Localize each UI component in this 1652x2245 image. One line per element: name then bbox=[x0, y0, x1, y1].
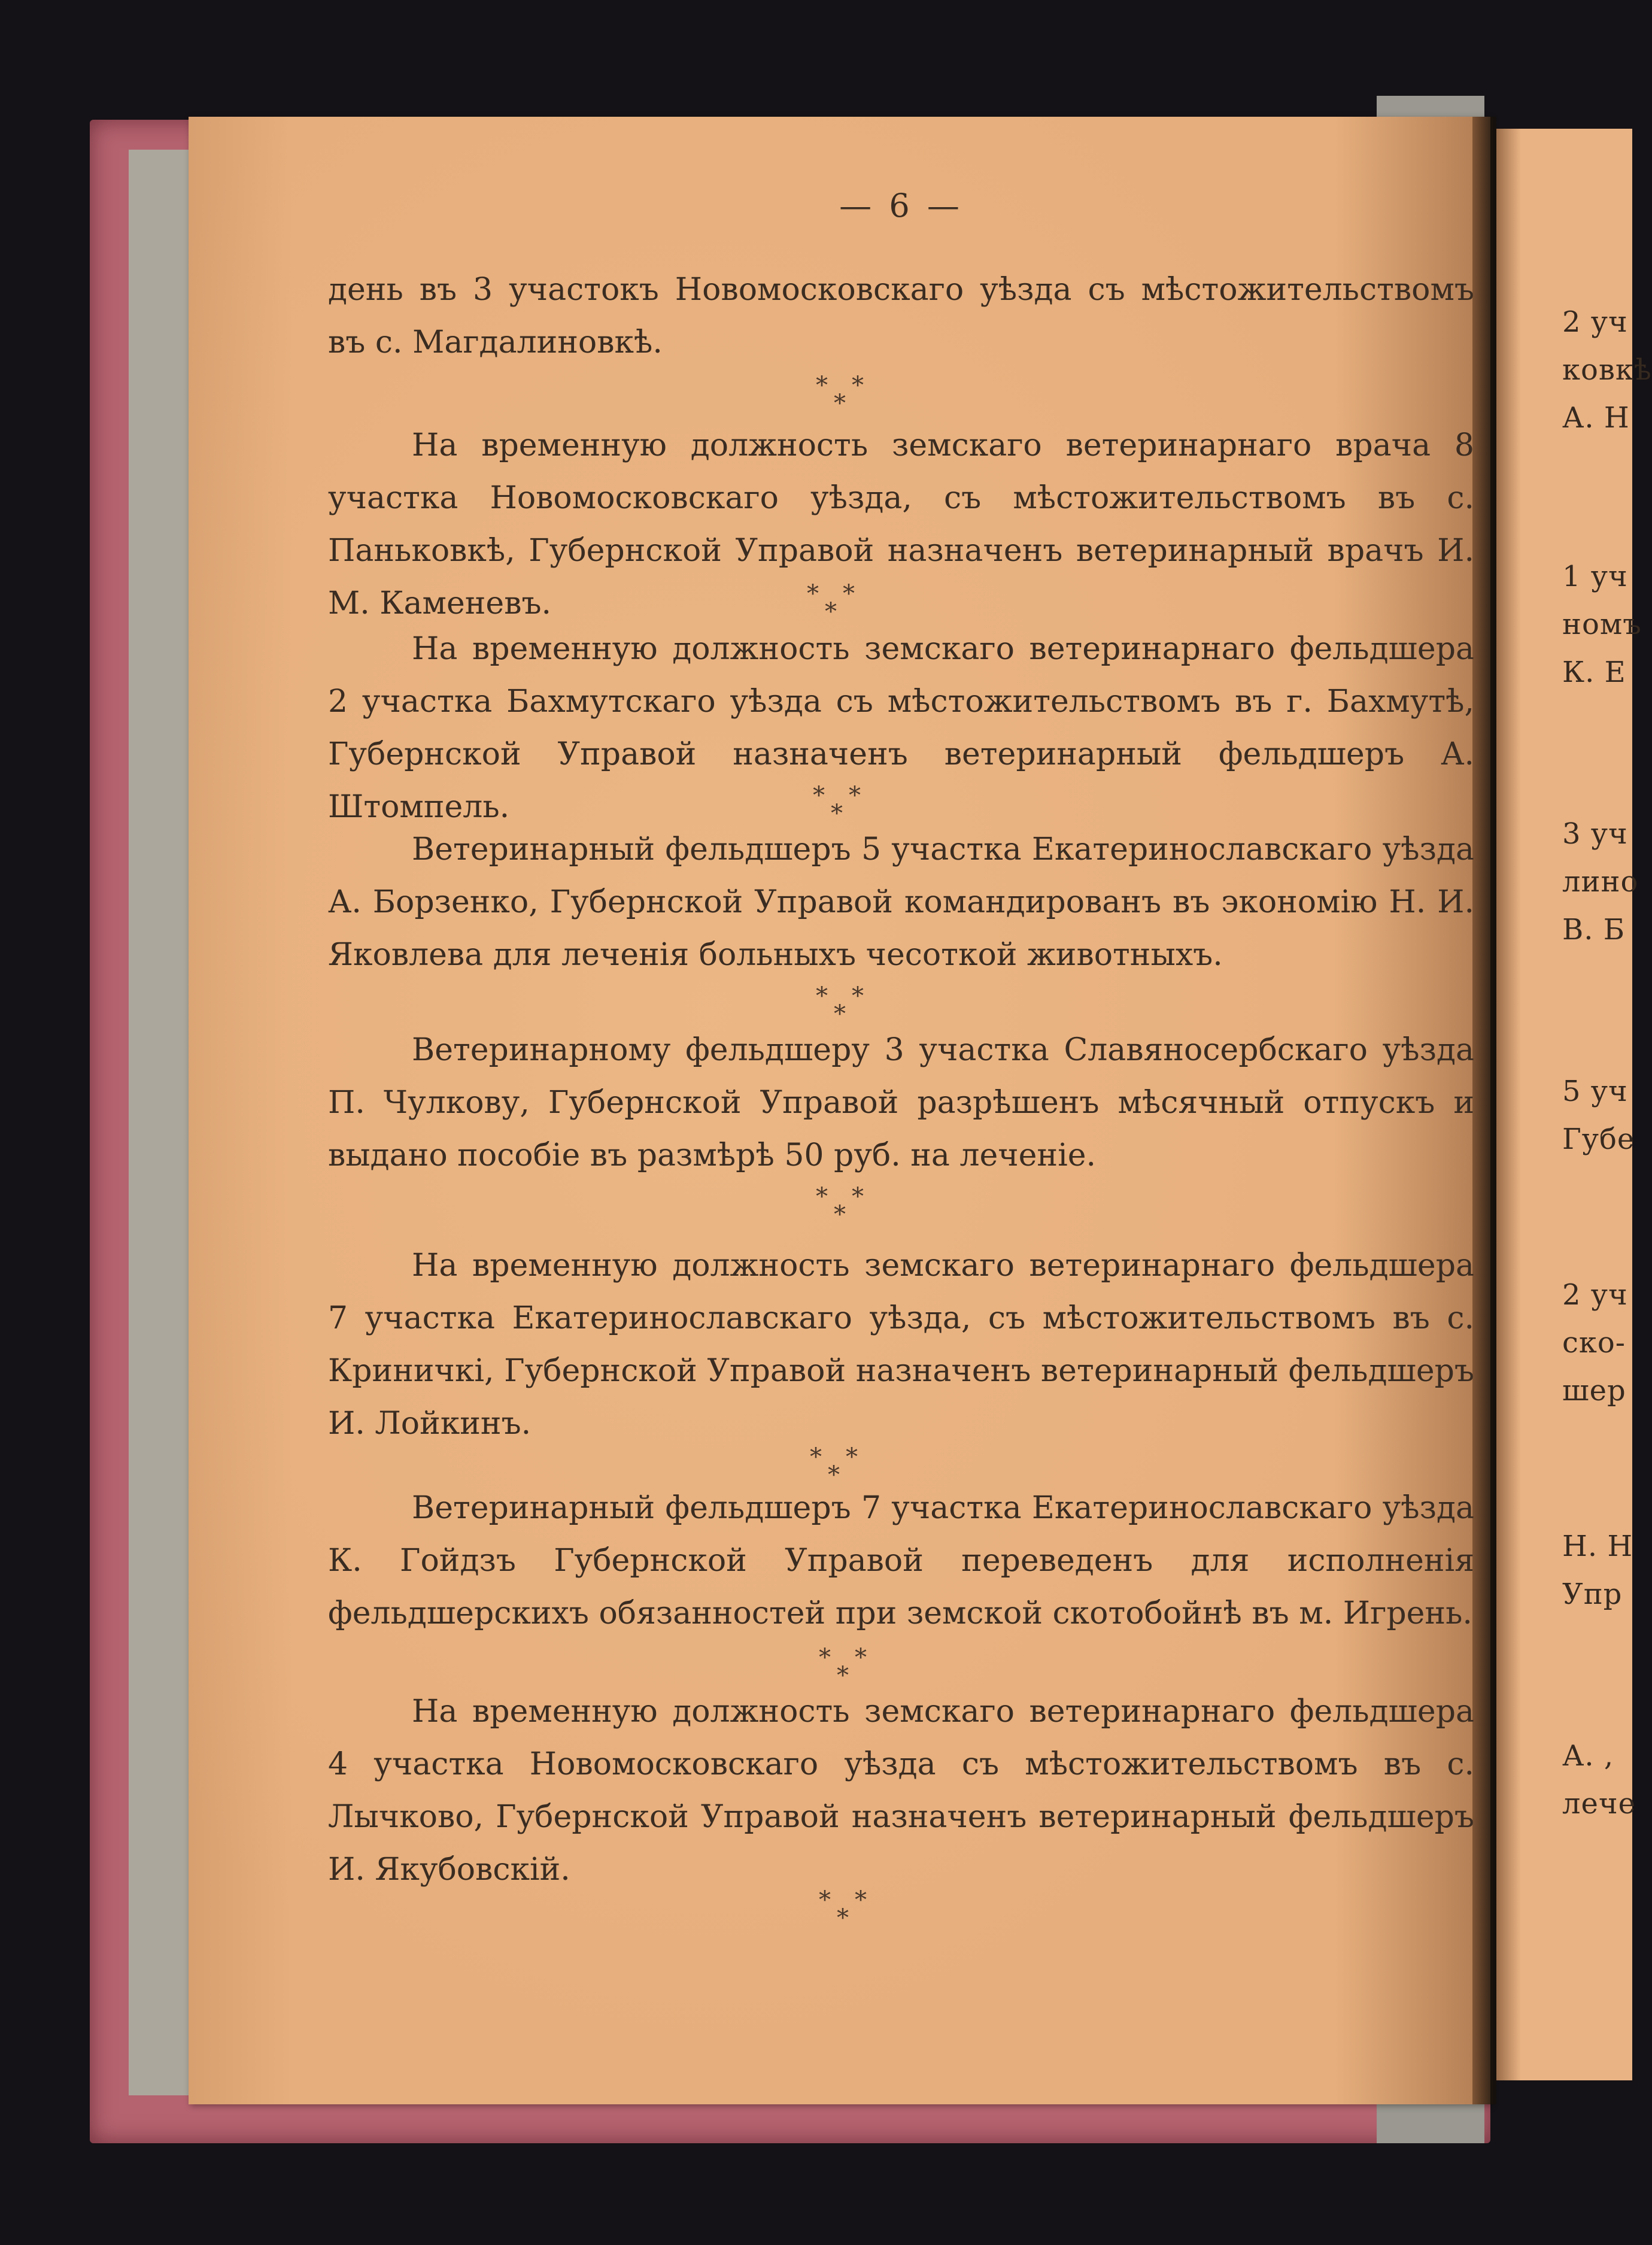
star: * bbox=[816, 1183, 828, 1211]
right-page-fragment: лино bbox=[1562, 865, 1639, 899]
book-gutter bbox=[1472, 117, 1496, 2104]
paragraph-text: На временную должность земскаго ветеринарнаго фельдшера 4 участка Новомосковскаго уѣзда съ мѣстожительствомъ въ с. Лычково, Губернской Управой назначенъ ветеринарный фельдшеръ И. Якубовскій. bbox=[328, 1694, 1474, 1888]
paragraph bbox=[328, 823, 1474, 981]
star: * bbox=[852, 982, 864, 1010]
paragraph bbox=[328, 1024, 1474, 1182]
paragraph-text: Ветеринарный фельдшеръ 5 участка Екатеринославскаго уѣзда А. Борзенко, Губернской Управой командированъ въ экономію Н. И. Яковлева для леченія больныхъ чесоткой животныхъ. bbox=[328, 832, 1474, 973]
right-page-fragment: А. Н bbox=[1562, 401, 1630, 435]
paragraph bbox=[328, 1685, 1474, 1896]
star: * bbox=[807, 580, 819, 608]
separator-stars bbox=[328, 359, 1474, 417]
right-page-fragment: 5 уч bbox=[1562, 1075, 1628, 1108]
separator-stars bbox=[328, 1631, 1474, 1689]
star: * bbox=[834, 1000, 846, 1028]
star: * bbox=[834, 1201, 846, 1228]
star: * bbox=[828, 1461, 840, 1489]
separator-stars bbox=[328, 1874, 1474, 1932]
star: * bbox=[810, 1443, 822, 1471]
star: * bbox=[831, 800, 843, 827]
separator-stars bbox=[328, 769, 1474, 827]
right-page-fragment: ковкѣ bbox=[1562, 353, 1652, 387]
right-page-fragment: А. , bbox=[1562, 1739, 1614, 1773]
paragraph bbox=[328, 1482, 1474, 1640]
right-page-fragment: В. Б bbox=[1562, 913, 1626, 946]
star: * bbox=[816, 982, 828, 1010]
paragraph-text: На временную должность земскаго ветеринарнаго фельдшера 7 участка Екатеринославскаго уѣзда, съ мѣстожительствомъ въ с. Криничкі, Губернской Управой назначенъ ветеринарный фельдшеръ И. Лойкинъ. bbox=[328, 1248, 1474, 1442]
separator-stars bbox=[328, 1431, 1474, 1489]
separator-stars bbox=[328, 568, 1474, 626]
right-page-fragment: Губе bbox=[1562, 1122, 1635, 1156]
paragraph-text: Ветеринарному фельдшеру 3 участка Славяносербскаго уѣзда П. Чулкову, Губернской Управой разрѣшенъ мѣсячный отпускъ и выдано пособіе въ размѣрѣ 50 руб. на леченіе. bbox=[328, 1032, 1474, 1173]
star: * bbox=[846, 1443, 858, 1471]
star: * bbox=[825, 598, 837, 626]
right-page-fragment: 1 уч bbox=[1562, 560, 1628, 593]
star: * bbox=[855, 1886, 867, 1914]
star: * bbox=[849, 782, 861, 809]
star: * bbox=[855, 1644, 867, 1671]
star: * bbox=[837, 1904, 849, 1932]
separator-stars bbox=[328, 1170, 1474, 1228]
right-page-fragment: 2 уч bbox=[1562, 305, 1628, 339]
right-page-fragment: ско- bbox=[1562, 1326, 1626, 1360]
right-page-fragment: шер bbox=[1562, 1374, 1626, 1407]
page-number: — 6 — bbox=[839, 187, 963, 224]
star: * bbox=[843, 580, 855, 608]
paragraph-text: день въ 3 участокъ Новомосковскаго уѣзда съ мѣстожительствомъ въ с. Магдалиновкѣ. bbox=[328, 272, 1474, 360]
right-page-fragment: Упр bbox=[1562, 1577, 1623, 1611]
right-page-fragment: 3 уч bbox=[1562, 817, 1628, 851]
right-page-fragment: К. Е bbox=[1562, 656, 1626, 689]
paragraph bbox=[328, 1239, 1474, 1450]
right-page bbox=[1496, 129, 1652, 2080]
right-page-fragment: Н. Н bbox=[1562, 1530, 1633, 1563]
star: * bbox=[816, 372, 828, 399]
star: * bbox=[837, 1662, 849, 1689]
right-page-fragment: номъ bbox=[1562, 608, 1642, 641]
paragraph-text: Ветеринарный фельдшеръ 7 участка Екатеринославскаго уѣзда К. Гойдзъ Губернской Управой переведенъ для исполненія фельдшерскихъ обязанностей при земской скотобойнѣ въ м. Игрень. bbox=[328, 1490, 1474, 1631]
star: * bbox=[819, 1886, 831, 1914]
right-page-fragment: 2 уч bbox=[1562, 1278, 1628, 1312]
star: * bbox=[852, 1183, 864, 1211]
star: * bbox=[819, 1644, 831, 1671]
star: * bbox=[813, 782, 825, 809]
separator-stars bbox=[328, 970, 1474, 1028]
paragraph-text: На временную должность земскаго ветеринарнаго врача 8 участка Новомосковскаго уѣзда, съ мѣстожительствомъ въ с. Паньковкѣ, Губернской Управой назначенъ ветеринарный врачъ И. М. Каменевъ. bbox=[328, 427, 1474, 621]
right-page-fragment: лече bbox=[1562, 1787, 1636, 1821]
paragraph-text: На временную должность земскаго ветеринарнаго фельдшера 2 участка Бахмутскаго уѣзда съ мѣстожительствомъ въ г. Бахмутѣ, Губернской Управой назначенъ ветеринарный фельдшеръ А. Штомпель. bbox=[328, 631, 1474, 825]
star: * bbox=[834, 390, 846, 417]
star: * bbox=[852, 372, 864, 399]
paragraph bbox=[328, 263, 1474, 369]
